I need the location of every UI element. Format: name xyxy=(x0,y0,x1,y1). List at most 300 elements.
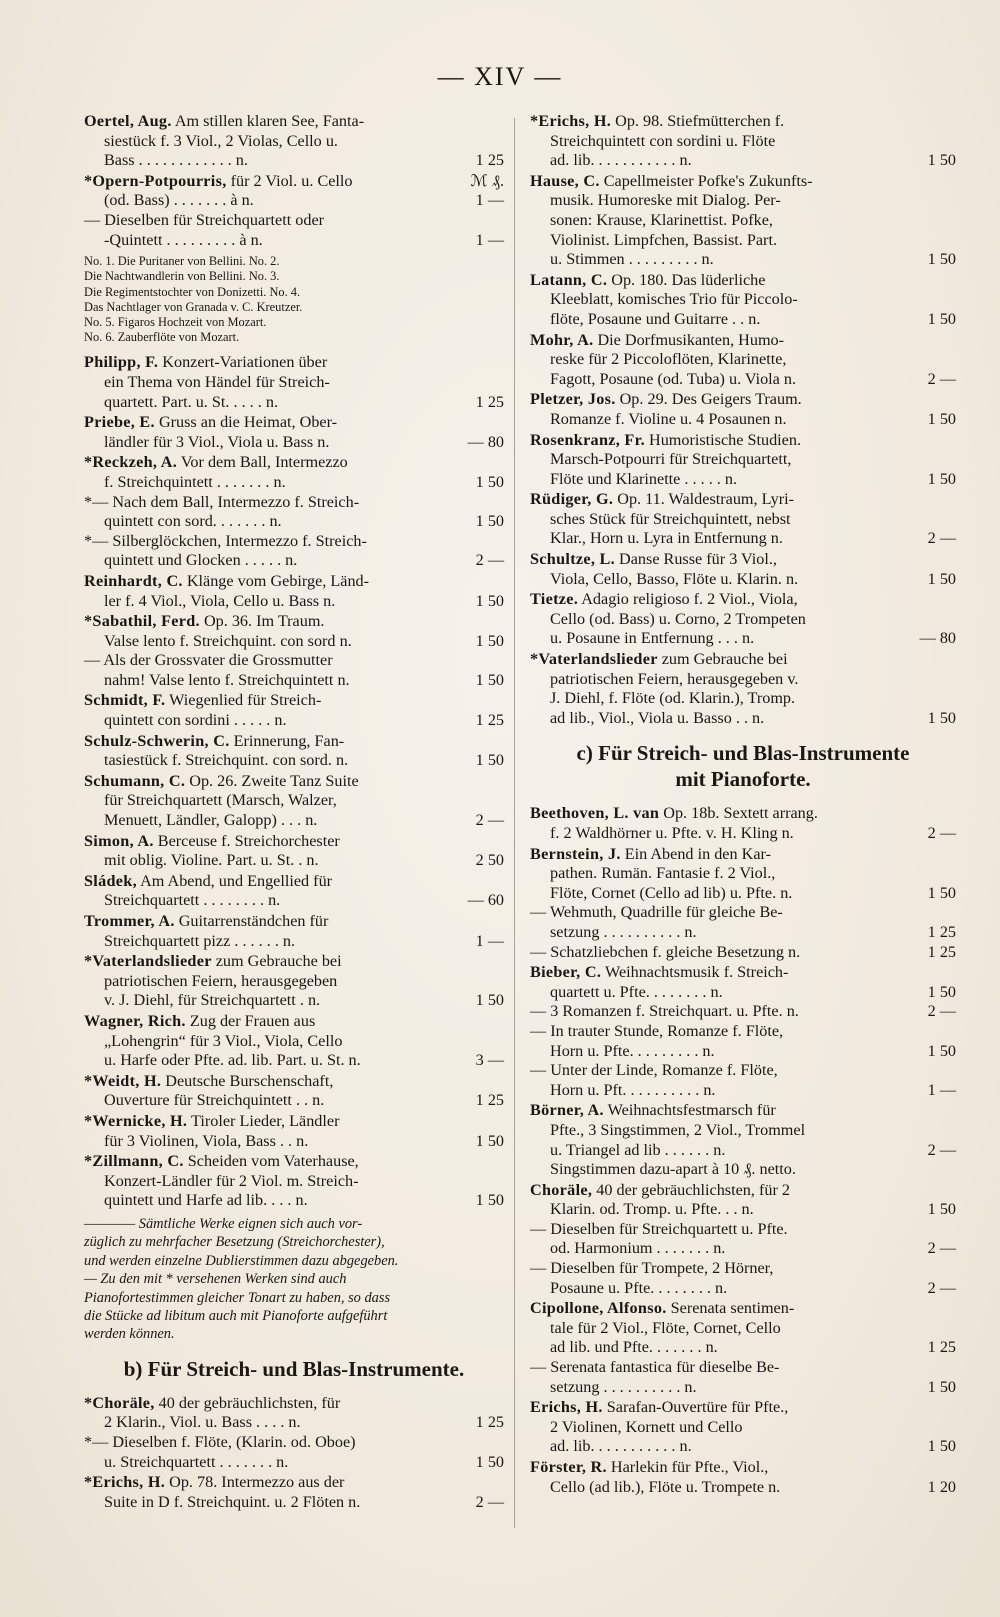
entry-line xyxy=(84,1289,504,1307)
entry-line xyxy=(530,1259,956,1279)
entry-line xyxy=(530,1042,956,1062)
catalog-entry xyxy=(530,1299,956,1397)
entry-line xyxy=(530,963,956,983)
catalog-entry xyxy=(530,1101,956,1179)
entry-text: f. Streichquintett . . . . . . . n. xyxy=(104,472,286,491)
composer-name: Priebe, E. xyxy=(84,413,155,432)
entry-text: Op. 78. Intermezzo aus der xyxy=(165,1473,345,1492)
entry-text: Flöte und Klarinette . . . . . n. xyxy=(550,469,738,488)
entry-text: Op. 11. Waldestraum, Lyri- xyxy=(613,490,794,509)
entry-line xyxy=(530,1200,956,1220)
entry-line xyxy=(84,473,504,493)
entry-text: reske für 2 Piccoloflöten, Klarinette, xyxy=(550,350,787,369)
entry-text: Gruss an die Heimat, Ober- xyxy=(154,413,338,432)
entry-text: b) Für Streich- und Blas-Instrumente. xyxy=(123,1356,465,1381)
entry-text: Wiegenlied für Streich- xyxy=(165,691,322,710)
catalog-entry xyxy=(84,1473,504,1512)
entry-line xyxy=(530,1358,956,1378)
entry-line xyxy=(84,1215,504,1233)
entry-text: — 3 Romanzen f. Streichquart. u. Pfte. n. xyxy=(530,1002,799,1021)
entry-line xyxy=(530,570,956,590)
entry-line xyxy=(530,804,956,824)
entry-text: Weihnachtsmusik f. Streich- xyxy=(601,963,789,982)
entry-line xyxy=(84,1051,504,1071)
entry-text: mit oblig. Violine. Part. u. St. . n. xyxy=(104,851,319,870)
composer-name: *Choräle, xyxy=(84,1393,155,1412)
catalog-entry xyxy=(530,963,956,1100)
entry-text: Danse Russe für 3 Viol., xyxy=(615,550,777,569)
entry-line xyxy=(84,285,504,300)
price: 1 50 xyxy=(927,151,956,170)
entry-text: Tiroler Lieder, Ländler xyxy=(187,1111,340,1130)
composer-name: *Weidt, H. xyxy=(84,1071,162,1090)
entry-text: *— Nach dem Ball, Intermezzo f. Streich- xyxy=(84,492,360,511)
entry-line xyxy=(530,112,956,132)
entry-line xyxy=(530,709,956,729)
catalog-entry xyxy=(84,453,504,571)
catalog-entry xyxy=(84,691,504,730)
entry-text: patriotischen Feiern, herausgegeben v. xyxy=(550,669,799,688)
entry-line xyxy=(84,393,504,413)
price: 1 50 xyxy=(475,472,504,491)
composer-name: *Zillmann, C. xyxy=(84,1152,184,1171)
entry-line xyxy=(530,470,956,490)
entry-line xyxy=(530,740,956,766)
entry-text: Klarin. od. Tromp. u. Pfte. . . n. xyxy=(550,1200,754,1219)
entry-line xyxy=(84,691,504,711)
composer-name: Simon, A. xyxy=(84,831,154,850)
entry-line xyxy=(84,612,504,632)
entry-line xyxy=(84,1191,504,1211)
entry-text: — Wehmuth, Quadrille für gleiche Be- xyxy=(530,903,783,922)
price: 1 50 xyxy=(927,883,956,902)
price: 2 — xyxy=(475,1492,504,1511)
entry-text: Deutsche Burschenschaft, xyxy=(161,1071,334,1090)
price: 1 25 xyxy=(475,711,504,730)
contents-list xyxy=(84,254,504,345)
entry-text: Ouverture für Streichquintett . . n. xyxy=(104,1091,325,1110)
catalog-entry xyxy=(84,172,504,250)
entry-text: -Quintett . . . . . . . . . à n. xyxy=(104,230,263,249)
entry-text: werden können. xyxy=(84,1326,175,1343)
catalog-entry xyxy=(84,353,504,412)
entry-text: Humoristische Studien. xyxy=(644,430,801,449)
entry-text: Pianofortestimmen gleicher Tonart zu haben, so dass xyxy=(84,1289,391,1306)
price: 1 50 xyxy=(927,982,956,1001)
entry-line xyxy=(84,1433,504,1453)
entry-text: ad. lib. . . . . . . . . . . n. xyxy=(550,1437,692,1456)
entry-text: für Streichquartett (Marsch, Walzer, xyxy=(104,791,337,810)
entry-line xyxy=(84,1132,504,1152)
composer-name: Reinhardt, C. xyxy=(84,571,183,590)
entry-text: 2 Violinen, Kornett und Cello xyxy=(550,1417,743,1436)
entry-text: Serenata sentimen- xyxy=(666,1299,795,1318)
entry-line xyxy=(530,151,956,171)
entry-text: Das Nachtlager von Granada v. C. Kreutzer. xyxy=(84,299,303,314)
entry-line xyxy=(84,932,504,952)
entry-line xyxy=(530,1299,956,1319)
entry-text: „Lohengrin“ für 3 Viol., Viola, Cello xyxy=(104,1031,343,1050)
price: 1 50 xyxy=(927,469,956,488)
entry-text: Adagio religioso f. 2 Viol., Viola, xyxy=(578,590,798,609)
entry-text: Cello (od. Bass) u. Corno, 2 Trompeten xyxy=(550,609,806,628)
entry-line xyxy=(530,923,956,943)
entry-line xyxy=(84,732,504,752)
entry-line xyxy=(530,650,956,670)
price: 1 20 xyxy=(927,1477,956,1496)
entry-text: Berceuse f. Streichorchester xyxy=(153,831,340,850)
footnote xyxy=(84,1215,504,1344)
price: 1 50 xyxy=(475,1452,504,1471)
entry-text: ein Thema von Händel für Streich- xyxy=(104,372,330,391)
entry-text: quintett und Harfe ad lib. . . . n. xyxy=(104,1191,308,1210)
entry-line xyxy=(530,250,956,270)
entry-text: quartett. Part. u. St. . . . . n. xyxy=(104,392,278,411)
entry-text: J. Diehl, f. Flöte (od. Klarin.), Tromp. xyxy=(550,689,796,708)
entry-line xyxy=(84,191,504,211)
price: 1 50 xyxy=(927,708,956,727)
price: 2 — xyxy=(927,369,956,388)
left-column xyxy=(84,112,504,1513)
entry-line xyxy=(84,1473,504,1493)
entry-line xyxy=(84,1072,504,1092)
entry-line xyxy=(84,952,504,972)
entry-line xyxy=(530,310,956,330)
entry-line xyxy=(530,132,956,152)
composer-name: Mohr, A. xyxy=(530,330,594,349)
entry-line xyxy=(530,943,956,963)
entry-line xyxy=(530,1181,956,1201)
composer-name: Börner, A. xyxy=(530,1101,604,1120)
entry-line xyxy=(84,1493,504,1513)
entry-text: die Stücke ad libitum auch mit Pianoforte aufgeführt xyxy=(84,1307,388,1324)
composer-name: *Vaterlandslieder xyxy=(84,952,212,971)
entry-text: 40 der gebräuchlichsten, für 2 xyxy=(592,1180,790,1199)
entry-line xyxy=(84,300,504,315)
entry-text: — Serenata fantastica für dieselbe Be- xyxy=(530,1358,780,1377)
entry-line xyxy=(84,1233,504,1251)
catalog-entry xyxy=(530,271,956,330)
composer-name: Bernstein, J. xyxy=(530,844,621,863)
entry-line xyxy=(530,824,956,844)
entry-line xyxy=(84,1032,504,1052)
price: 1 25 xyxy=(475,151,504,170)
entry-text: mit Pianoforte. xyxy=(675,767,811,792)
entry-line xyxy=(530,1141,956,1161)
price: 1 25 xyxy=(475,1091,504,1110)
entry-text: Romanze f. Violine u. 4 Posaunen n. xyxy=(550,409,787,428)
entry-line xyxy=(530,1022,956,1042)
catalog-entry xyxy=(84,612,504,690)
entry-line xyxy=(84,112,504,132)
entry-text: ———— Sämtliche Werke eignen sich auch vor- xyxy=(84,1215,363,1232)
entry-text: No. 6. Zauberflöte von Mozart. xyxy=(84,330,240,345)
composer-name: Schumann, C. xyxy=(84,771,186,790)
entry-text: — Als der Grossvater die Grossmutter xyxy=(84,651,333,670)
price: 1 50 xyxy=(927,1200,956,1219)
price: 2 — xyxy=(927,529,956,548)
entry-text: Zug der Frauen aus xyxy=(185,1011,316,1030)
entry-text: c) Für Streich- und Blas-Instrumente xyxy=(576,741,910,766)
catalog-entry xyxy=(84,1112,504,1151)
entry-text: ad lib. und Pfte. . . . . . . n. xyxy=(550,1338,718,1357)
entry-text: Sarafan-Ouvertüre für Pfte., xyxy=(602,1398,789,1417)
price: 1 50 xyxy=(927,1377,956,1396)
entry-line xyxy=(84,551,504,571)
catalog-entry xyxy=(530,431,956,490)
price: 1 50 xyxy=(475,512,504,531)
price: 3 — xyxy=(475,1051,504,1070)
entry-text: Klar., Horn u. Lyra in Entfernung n. xyxy=(550,529,783,548)
entry-text: Die Nachtwandlerin von Bellini. No. 3. xyxy=(84,269,280,284)
entry-line xyxy=(530,629,956,649)
entry-text: setzung . . . . . . . . . . n. xyxy=(550,922,697,941)
entry-text: Viola, Cello, Basso, Flöte u. Klarin. n. xyxy=(550,569,799,588)
catalog-entry xyxy=(84,1394,504,1472)
entry-line xyxy=(530,172,956,192)
price: 1 50 xyxy=(927,309,956,328)
entry-line xyxy=(530,590,956,610)
entry-text: Op. 180. Das lüderliche xyxy=(607,270,766,289)
entry-text: zum Gebrauche bei xyxy=(211,952,342,971)
entry-text: 2 Klarin., Viol. u. Bass . . . . n. xyxy=(104,1413,301,1432)
entry-line xyxy=(530,610,956,630)
price: 1 50 xyxy=(475,1191,504,1210)
price: 1 50 xyxy=(475,591,504,610)
composer-name: Schmidt, F. xyxy=(84,691,166,710)
right-column xyxy=(530,112,956,1498)
price: 1 — xyxy=(927,1080,956,1099)
entry-text: — Zu den mit * versehenen Werken sind auch xyxy=(84,1271,347,1288)
entry-text: Kleeblatt, komisches Trio für Piccolo- xyxy=(550,290,798,309)
composer-name: Erichs, H. xyxy=(530,1398,603,1417)
entry-line xyxy=(530,450,956,470)
entry-text: Op. 98. Stiefmütterchen f. xyxy=(611,112,785,130)
entry-text: Fagott, Posaune (od. Tuba) u. Viola n. xyxy=(550,369,797,388)
price: 1 — xyxy=(475,931,504,950)
price: — 80 xyxy=(467,432,504,451)
composer-name: Beethoven, L. van xyxy=(530,804,660,823)
entry-line xyxy=(530,1081,956,1101)
entry-line xyxy=(84,353,504,373)
composer-name: Choräle, xyxy=(530,1180,593,1199)
entry-text: Op. 29. Des Geigers Traum. xyxy=(615,390,802,409)
entry-text: setzung . . . . . . . . . . n. xyxy=(550,1377,697,1396)
catalog-entry xyxy=(84,1012,504,1071)
entry-text: Posaune u. Pfte. . . . . . . . n. xyxy=(550,1278,728,1297)
entry-line xyxy=(84,1270,504,1288)
price: 1 — xyxy=(475,230,504,249)
entry-text: Menuett, Ländler, Galopp) . . . n. xyxy=(104,811,318,830)
catalog-entry xyxy=(530,490,956,549)
entry-line xyxy=(530,1378,956,1398)
section-heading xyxy=(530,740,956,792)
catalog-entry xyxy=(530,845,956,963)
entry-text: ad. lib. . . . . . . . . . . n. xyxy=(550,151,692,170)
composer-name: Oertel, Aug. xyxy=(84,112,172,130)
price: 2 — xyxy=(475,811,504,830)
catalog-entry xyxy=(84,872,504,911)
entry-text: Weihnachtsfestmarsch für xyxy=(603,1101,776,1120)
price: 2 — xyxy=(927,1002,956,1021)
entry-line xyxy=(84,1091,504,1111)
entry-line xyxy=(84,1356,504,1382)
entry-text: quintett und Glocken . . . . . n. xyxy=(104,551,298,570)
catalog-entry xyxy=(530,650,956,728)
entry-text: Op. 18b. Sextett arrang. xyxy=(659,804,818,823)
catalog-entry xyxy=(84,772,504,831)
catalog-entry xyxy=(530,1398,956,1457)
entry-text: Am stillen klaren See, Fanta- xyxy=(171,112,365,130)
entry-text: Singstimmen dazu-apart à 10 ₰. netto. xyxy=(550,1160,796,1179)
entry-line xyxy=(530,350,956,370)
entry-line xyxy=(530,1319,956,1339)
composer-name: Philipp, F. xyxy=(84,353,159,372)
entry-text: Valse lento f. Streichquint. con sord n. xyxy=(104,631,352,650)
price: 1 50 xyxy=(927,569,956,588)
entry-text: Capellmeister Pofke's Zukunfts- xyxy=(599,171,813,190)
entry-text: Scheiden vom Vaterhause, xyxy=(183,1152,359,1171)
catalog-entry xyxy=(530,112,956,171)
entry-text: für 3 Violinen, Viola, Bass . . n. xyxy=(104,1131,309,1150)
entry-line xyxy=(530,1239,956,1259)
catalog-entry xyxy=(530,390,956,429)
entry-text: u. Triangel ad lib . . . . . . n. xyxy=(550,1140,726,1159)
entry-text: sonen: Krause, Klarinettist. Pofke, xyxy=(550,210,773,229)
price: 1 25 xyxy=(927,922,956,941)
entry-text: Guitarrenständchen für xyxy=(174,912,329,930)
entry-text: Am Abend, und Engellied für xyxy=(136,871,333,890)
entry-text: züglich zu mehrfacher Besetzung (Streichorchester), xyxy=(84,1234,385,1251)
entry-text: Erinnerung, Fan- xyxy=(229,731,345,750)
entry-text: Op. 26. Zweite Tanz Suite xyxy=(185,771,359,790)
entry-line xyxy=(530,1437,956,1457)
entry-line xyxy=(530,1101,956,1121)
price: 2 — xyxy=(475,551,504,570)
entry-line xyxy=(530,983,956,1003)
price: 1 25 xyxy=(927,1338,956,1357)
entry-text: flöte, Posaune und Guitarre . . n. xyxy=(550,309,761,328)
composer-name: *Erichs, H. xyxy=(84,1473,166,1492)
entry-text: tasiestück f. Streichquint. con sord. n. xyxy=(104,751,349,770)
entry-text: quintett con sord. . . . . . . n. xyxy=(104,512,282,531)
entry-line xyxy=(84,1307,504,1325)
entry-line xyxy=(530,845,956,865)
entry-line xyxy=(84,651,504,671)
price: 2 — xyxy=(927,824,956,842)
entry-line xyxy=(530,670,956,690)
catalog-entry xyxy=(530,331,956,390)
price: 1 — xyxy=(475,191,504,210)
entry-text: für 2 Viol. u. Cello xyxy=(226,171,353,190)
catalog-entry xyxy=(530,804,956,843)
entry-text: Marsch-Potpourri für Streichquartett, xyxy=(550,450,792,469)
entry-text: v. J. Diehl, für Streichquartett . n. xyxy=(104,991,321,1010)
entry-text: *— Dieselben f. Flöte, (Klarin. od. Oboe) xyxy=(84,1432,356,1451)
composer-name: *Wernicke, H. xyxy=(84,1111,188,1130)
entry-line xyxy=(84,751,504,771)
composer-name: Bieber, C. xyxy=(530,963,602,982)
entry-line xyxy=(530,490,956,510)
entry-text: Die Dorfmusikanten, Humo- xyxy=(593,330,785,349)
entry-line xyxy=(530,231,956,251)
entry-line xyxy=(530,1061,956,1081)
entry-text: u. Streichquartett . . . . . . . n. xyxy=(104,1452,289,1471)
entry-text: nahm! Valse lento f. Streichquintett n. xyxy=(104,670,350,689)
entry-line xyxy=(530,1220,956,1240)
entry-text: ad lib., Viol., Viola u. Basso . . n. xyxy=(550,708,765,727)
entry-line xyxy=(84,532,504,552)
entry-text: 40 der gebräuchlichsten, für xyxy=(154,1393,341,1412)
entry-line xyxy=(530,884,956,904)
entry-text: Pfte., 3 Singstimmen, 2 Viol., Trommel xyxy=(550,1120,806,1139)
catalog-entry xyxy=(84,1072,504,1111)
entry-text: Violinist. Limpfchen, Bassist. Part. xyxy=(550,230,777,249)
entry-line xyxy=(530,903,956,923)
entry-line xyxy=(84,211,504,231)
catalog-entry xyxy=(530,172,956,270)
entry-text: sches Stück für Streichquintett, nebst xyxy=(550,509,791,528)
price: 1 50 xyxy=(475,631,504,650)
entry-text: Flöte, Cornet (Cello ad lib) u. Pfte. n. xyxy=(550,883,793,902)
entry-line xyxy=(530,211,956,231)
entry-text: Suite in D f. Streichquint. u. 2 Flöten n. xyxy=(104,1492,361,1511)
composer-name: Schulz-Schwerin, C. xyxy=(84,731,230,750)
entry-text: *— Silberglöckchen, Intermezzo f. Streich- xyxy=(84,531,367,550)
composer-name: *Reckzeh, A. xyxy=(84,453,178,472)
entry-line xyxy=(530,290,956,310)
entry-line xyxy=(530,1279,956,1299)
entry-text: Streichquartett pizz . . . . . . n. xyxy=(104,931,296,950)
composer-name: Hause, C. xyxy=(530,171,600,190)
price: 1 50 xyxy=(475,991,504,1010)
price: 1 50 xyxy=(927,1437,956,1456)
entry-line xyxy=(84,172,504,192)
entry-line xyxy=(530,864,956,884)
entry-line xyxy=(84,254,504,269)
entry-text: No. 1. Die Puritaner von Bellini. No. 2. xyxy=(84,254,280,269)
entry-line xyxy=(84,772,504,792)
price: 1 50 xyxy=(475,670,504,689)
catalog-entry xyxy=(84,952,504,1011)
entry-line xyxy=(84,912,504,932)
entry-text: No. 5. Figaros Hochzeit von Mozart. xyxy=(84,314,267,329)
entry-text: — Dieselben für Streichquartett oder xyxy=(84,210,325,229)
price: 1 25 xyxy=(927,942,956,961)
entry-line xyxy=(84,315,504,330)
entry-text: Konzert-Variationen über xyxy=(158,353,328,372)
entry-line xyxy=(84,711,504,731)
price: 1 50 xyxy=(927,409,956,428)
entry-line xyxy=(530,370,956,390)
price: ℳ ₰. xyxy=(470,171,504,190)
entry-text: ländler für 3 Viol., Viola u. Bass n. xyxy=(104,432,330,451)
catalog-entry xyxy=(84,413,504,452)
entry-text: zum Gebrauche bei xyxy=(657,650,788,669)
entry-text: — Dieselben für Trompete, 2 Hörner, xyxy=(530,1259,774,1278)
composer-name: Rosenkranz, Fr. xyxy=(530,430,645,449)
composer-name: *Vaterlandslieder xyxy=(530,650,658,669)
composer-name: Trommer, A. xyxy=(84,912,175,930)
entry-text: Ein Abend in den Kar- xyxy=(620,844,771,863)
entry-text: Horn u. Pft. . . . . . . . . . n. xyxy=(550,1080,716,1099)
entry-text: quartett u. Pfte. . . . . . . . n. xyxy=(550,982,723,1001)
composer-name: Tietze. xyxy=(530,590,579,609)
entry-line xyxy=(84,132,504,152)
entry-line xyxy=(84,632,504,652)
price: 1 25 xyxy=(475,1413,504,1432)
entry-text: Streichquintett con sordini u. Flöte xyxy=(550,131,776,150)
